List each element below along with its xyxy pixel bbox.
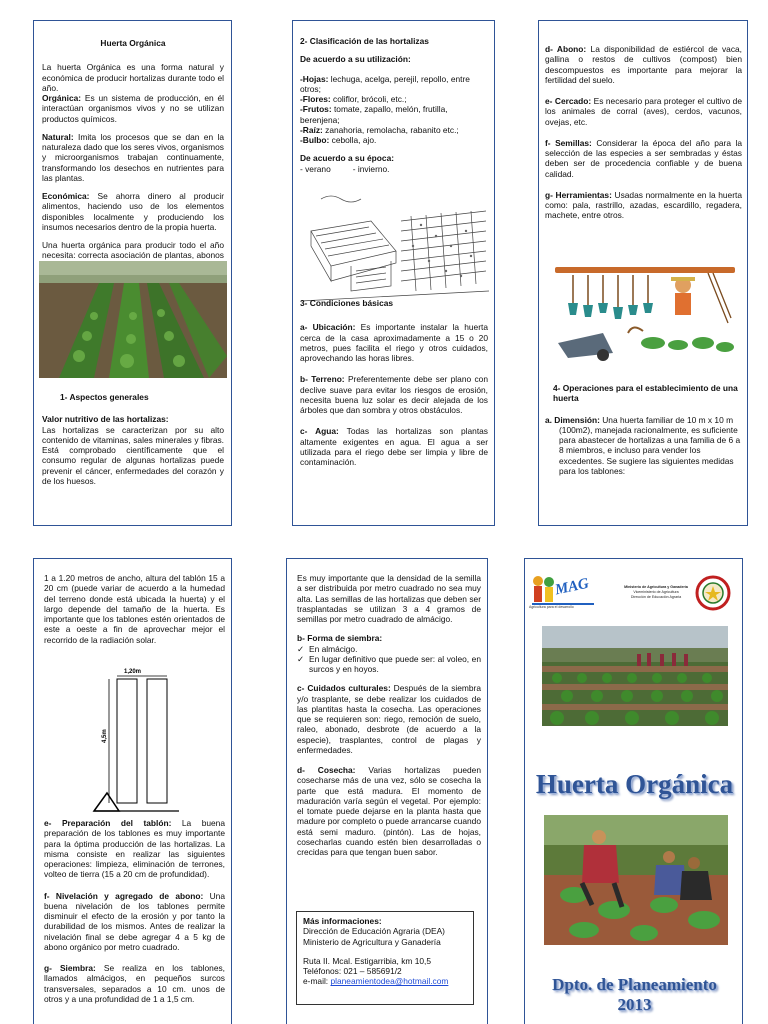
logo-block [529,573,597,611]
field-workers-photo [542,626,728,726]
herramientas-paragraph [545,190,742,221]
abono-label: d- Abono: [545,44,587,54]
dimension-paragraph [545,415,742,477]
panel-title: Huerta Orgánica [100,38,166,48]
panel-cultivo [286,558,488,1024]
intro-paragraph: La huerta Orgánica es una forma natural y económica de producir hortalizas durante todo el año. [42,62,224,93]
panel-tablon [33,558,232,1024]
forma-item-2: En lugar definitivo que puede ser: al voleo, en surcos y en hoyos. [309,653,481,674]
bulbo-text: cebolla, ajo. [329,135,377,145]
info-line: Ruta II. Mcal. Estigarribia, km 10,5 [303,955,431,966]
cosecha-text: Varias hortalizas pueden cosecharse más de una vez, sólo se cosecha la parte que está madura. El momento de maduración varía según el vegetal. Por ejemplo: el tomate puede dejarse en la planta hasta que madure por completo o puede arrancarse cuando está semi maduro. (pintón). Las de hojas, cosecharlas cuando estén bien desarrolladas o crecidas para que tengan buen sabor. [297,765,481,857]
epoca-heading: De acuerdo a su época: [300,153,395,164]
valor-text: Las hortalizas se caracterizan por su alto contenido de vitaminas, sales minerales y fibras. Está comprobado científicamente que el consumo regular de algunas hortalizas puede prevenir el cáncer, enfermedades del corazón y de los huesos. [42,424,224,486]
natural-text: Imita los procesos que se dan en la naturaleza dado que los seres vivos, organismos y microorganismos trabajan continuamente, transformando los desechos en nutrientes para las plantas. [42,131,224,183]
necesita-paragraph: Una huerta orgánica para producir todo el año necesita: correcta asociación de plantas, abonos [42,240,224,261]
check-icon: ✓ [297,653,305,664]
epoca-values [300,164,488,174]
section4-heading: 4- Operaciones para el establecimiento de una huerta [553,383,738,404]
cercado-text: Es necesario para proteger el cultivo de los animales de corral (aves), cerdos, vacunos, ovejas, etc. [545,96,742,127]
dim-length-label: 4,5m [102,729,108,743]
herramientas-text: Usadas normalmente en la huerta como: pala, rastrillo, azadas, escardillo, regadera, machete, entre otros. [545,189,742,221]
preparacion-label: e- Preparación del tablón: [44,818,172,828]
densidad-paragraph: Es muy importante que la densidad de la semilla a ser distribuida por metro cuadrado no sea muy alta. Las semillas de las hortalizas que deben ser trasplantadas se utilizan 3 a 4 gramos de semillas por metro cuadrado de almácigo. [297,573,481,624]
herramientas-label: g- Herramientas: [545,189,612,200]
dimension-text: Una huerta familiar de 10 m x 10 m (100m2), manejada racionalmente, es suficiente para abastecer de hortalizas a una familia de 6 a 8 miembros, e incluso para vender los excedentes. Se sugiere las siguientes medidas para los tablones: [559,414,741,476]
tablon-intro: 1 a 1.20 metros de ancho, altura del tablón 15 a 20 cm (puede variar de acuerdo a la humedad del terreno donde está ubicada la huerta) y el largo depende del tamaño de la huerta. Es importante que los tablones estén orientados de este a oeste a fin de aprovechar mejor el recorrido de la radiación solar. [44,573,225,645]
ministry-line: Dirección de Educación Agraria [630,595,682,600]
government-seal-icon [695,575,731,611]
info-title: Más informaciones: [303,916,382,926]
forma-item-1: En almácigo. [309,643,358,654]
garden-sketch-illustration [301,191,489,303]
list-item [300,104,488,125]
panel-classification [292,20,495,526]
cover-title: Huerta Orgánica [535,769,734,799]
natural-label: Natural: [42,131,74,142]
section1-heading: 1- Aspectos generales [60,392,149,402]
panel-conditions [538,20,748,526]
organica-label: Orgánica: [42,93,82,103]
list-item [297,654,481,675]
siembra-text: Se realiza en los tablones, llamados almácigos, en pequeños surcos transversales, separados a 10 cm. unos de otros y a una profundidad de 1 a 1,5 cm. [44,963,226,1004]
preparacion-paragraph [44,818,225,880]
cercado-paragraph [545,96,742,127]
garden-rows-photo [39,261,227,378]
semillas-text: Considerar la época del año para la selección de las especies a ser sembradas y éstas deben ser de procedencia confiable y de buena calidad. [545,137,742,179]
cosecha-label: d- Cosecha: [297,765,356,775]
nivelacion-label: f- Nivelación y agregado de abono: [44,890,204,901]
cosecha-paragraph [297,765,481,857]
email-link[interactable]: planeamientodea@hotmail.com [330,976,449,987]
valor-label: Valor nutritivo de las hortalizas: [42,414,169,425]
agua-text: Todas las hortalizas son plantas altamente exigentes en agua. El agua a ser utilizada para el riego debe ser limpia y libre de contaminación. [300,426,488,467]
economica-label: Económica: [42,191,90,201]
cuidados-paragraph [297,683,481,755]
logo-text: MAG [553,575,591,599]
planting-photo [544,815,728,945]
dimension-label: a. Dimensión: [545,414,600,425]
utilizacion-heading: De acuerdo a su utilización: [300,54,411,65]
agua-paragraph [300,426,488,467]
ubicacion-text: Es importante instalar la huerta cerca de la casa aproximadamente a 15 o 20 metros, pues facilita el riego y otros cuidados, aprovechando las horas libres. [300,322,488,363]
cuidados-label: c- Cuidados culturales: [297,683,391,694]
raiz-text: zanahoria, remolacha, rabanito etc.; [322,124,459,135]
list-item [300,94,488,104]
section3-heading: 3- Condiciones básicas [300,298,394,308]
list-item [297,644,481,654]
logo-subtitle: Agricultura para el desarrollo [529,605,574,609]
forma-list [297,644,481,675]
abono-paragraph [545,44,742,85]
flores-text: coliflor, brócoli, etc.; [330,94,407,104]
tools-illustration [553,263,741,363]
ministry-block [611,585,701,600]
terreno-paragraph [300,374,488,415]
info-email-label: e-mail: [303,976,331,987]
forma-label: b- Forma de siembra: [297,633,383,644]
terreno-text: Preferentemente debe ser plano con declive suave para evitar los riesgos de erosión, necesita buena luz solar es decir alejada de los árboles que dan sombra y otros obstáculos. [300,374,488,415]
abono-text: La disponibilidad de estiércol de vaca, gallina o restos de cultivos (compost) bien descompuestos es importante para mejorar la fertilidad del suelo. [545,44,742,85]
list-item [300,125,488,135]
semillas-label: f- Semillas: [545,137,592,148]
cuidados-text: Después de la siembra y/o trasplante, se debe realizar los cuidados de las plantitas hasta la cosecha. Las operaciones que se requieren son: riego, remoción de suelo, raleo, abonado, desbrote (de acuerdo a la especie), trasplantes, control de plagas y enfermedades. [297,683,482,755]
agua-label: c- Agua: [300,426,339,437]
ministry-line: Viceministerio de Agricultura [633,590,679,595]
check-icon: ✓ [297,643,305,654]
section2-heading: 2- Clasificación de las hortalizas [300,36,429,46]
economica-text: Se ahorra dinero al producir alimentos, haciendo uso de los elementos disponibles localmente y produciendo los insumos necesarios dentro de la propia huerta. [42,191,224,232]
ubicacion-label: a- Ubicación: [300,322,356,333]
ubicacion-paragraph [300,322,488,363]
terreno-label: b- Terreno: [300,374,345,385]
verano-text: - verano [300,163,331,174]
cover-department: Dpto. de Planeamiento [552,975,717,994]
info-line: Teléfonos: 021 – 585691/2 [303,966,402,976]
info-line: Dirección de Educación Agraria (DEA) [303,926,445,937]
frutos-label: -Frutos: [300,104,332,115]
natural-paragraph [42,132,224,183]
semillas-paragraph [545,138,742,179]
organica-text: Es un sistema de producción, en él interactúan organismos vivos y no se utilizan productos químicos. [42,93,224,124]
tablon-diagram [89,663,189,813]
hojas-label: -Hojas: [300,73,329,84]
economica-paragraph [42,191,224,232]
cover-year: 2013 [617,995,652,1014]
nivelacion-text: Una buena nivelación de los tablones permite disminuir el efecto de la erosión y por tanto la durabilidad de los mismos. Antes de realizar la nivelación final se debe agregar 4 a 5 kg de abono orgánico por metro cuadrado. [44,890,225,952]
nivelacion-paragraph [44,891,225,953]
ministry-line: Ministerio de Agricultura y Ganadería [624,585,688,589]
panel-cover [524,558,743,1024]
siembra-label: g- Siembra: [44,963,96,973]
organica-paragraph [42,93,224,124]
contact-info-box [296,911,474,1005]
invierno-text: - invierno. [352,163,390,174]
flores-label: -Flores: [300,94,331,104]
frutos-text: tomate, zapallo, melón, frutilla, berenjena; [300,104,448,125]
cercado-label: e- Cercado: [545,96,592,106]
category-list [300,74,488,146]
list-item [300,74,488,95]
info-email-line [303,976,467,986]
bulbo-label: -Bulbo: [300,135,330,145]
list-item [300,135,488,145]
info-line: Ministerio de Agricultura y Ganadería [303,936,441,947]
hojas-text: lechuga, acelga, perejil, repollo, entre otros; [300,73,470,94]
dim-width-label: 1,20m [124,669,142,675]
raiz-label: -Raíz: [300,124,323,135]
siembra-paragraph [44,963,225,1004]
preparacion-text: La buena preparación de los tablones es muy importante para la óptima producción de las hortalizas. La misma consiste en realizar las siguientes operaciones: limpieza, eliminación de terrones, volteo de tierra (15 a 20 cm de profundidad). [44,818,225,880]
panel-intro [33,20,232,526]
